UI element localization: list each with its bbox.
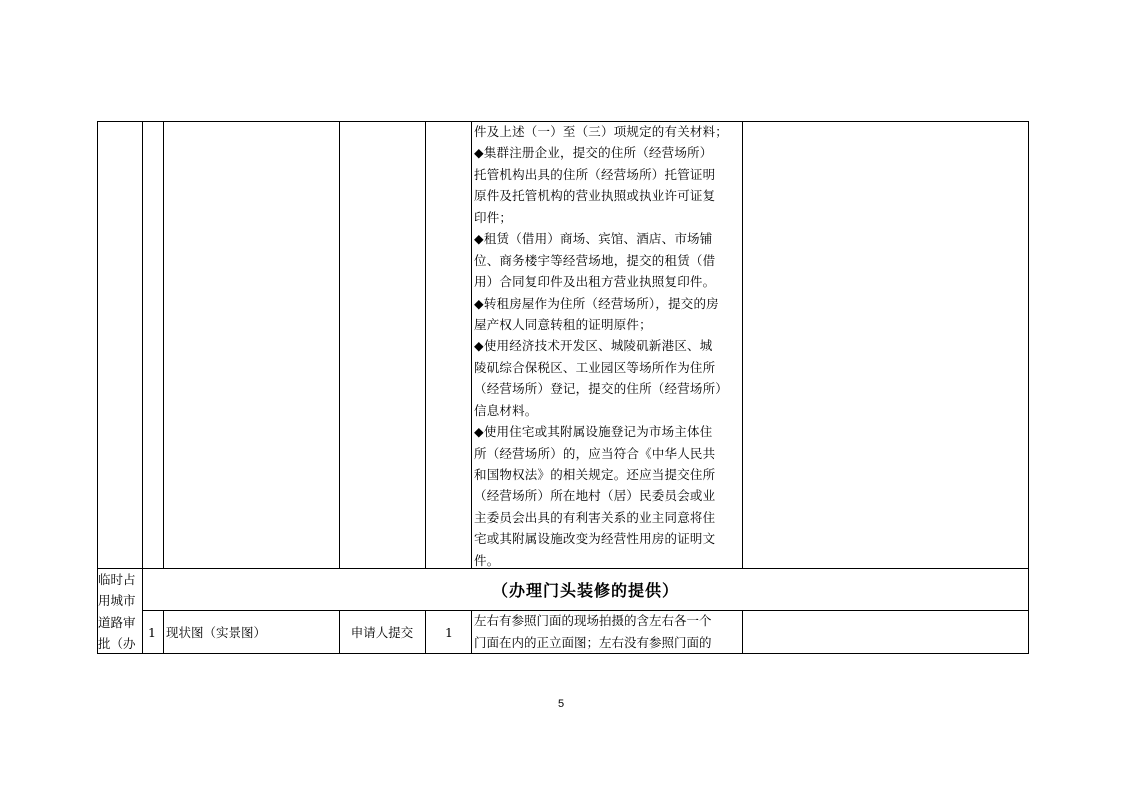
requirement-line: 件及上述（一）至（三）项规定的有关材料； xyxy=(474,124,729,139)
item-name-line: 临时占 xyxy=(98,572,136,587)
requirement-line: 主委员会出具的有利害关系的业主同意将住 xyxy=(474,509,716,525)
requirement-line: 印件； xyxy=(474,209,513,225)
row-number: 1 xyxy=(148,624,156,640)
requirement-line: 门面在内的正立面图；左右没有参照门面的 xyxy=(474,634,712,650)
column-divider xyxy=(163,610,164,654)
material-quantity: 1 xyxy=(445,624,453,640)
requirement-line: 左右有参照门面的现场拍摄的含左右各一个 xyxy=(474,613,712,628)
requirement-line: ◆使用住宅或其附属设施登记为市场主体住 xyxy=(474,424,713,440)
column-divider xyxy=(339,121,340,569)
requirement-line: 宅或其附属设施改变为经营性用房的证明文 xyxy=(474,531,716,547)
material-source: 申请人提交 xyxy=(350,625,414,640)
requirement-line: 和国物权法》的相关规定。还应当提交住所 xyxy=(474,467,716,482)
item-name xyxy=(98,569,142,654)
item-name-line: 道路审 xyxy=(98,614,136,630)
requirement-line: 用）合同复印件及出租方营业执照复印件。 xyxy=(474,274,716,290)
item-name-line: 用城市 xyxy=(98,593,136,609)
material-requirements xyxy=(474,610,742,653)
requirement-line: （经营场所）登记，提交的住所（经营场所） xyxy=(474,381,729,397)
column-divider xyxy=(163,121,164,569)
requirement-line: 原件及托管机构的营业执照或执业许可证复 xyxy=(474,188,716,204)
requirement-line: ◆集群注册企业，提交的住所（经营场所） xyxy=(474,145,713,161)
page-number: 5 xyxy=(557,698,565,710)
material-name: 现状图（实景图） xyxy=(166,625,267,640)
requirement-line: ◆租赁（借用）商场、宾馆、酒店、市场铺 xyxy=(474,231,713,247)
requirement-line: 件。 xyxy=(474,552,500,568)
column-divider xyxy=(742,121,743,569)
requirement-line: 位、商务楼宇等经营场地，提交的租赁（借 xyxy=(474,252,716,268)
requirement-line: 陵矶综合保税区、工业园区等场所作为住所 xyxy=(474,359,716,375)
section-heading: （办理门头装修的提供） xyxy=(491,581,679,600)
requirement-line: 信息材料。 xyxy=(474,402,538,418)
requirement-line: ◆使用经济技术开发区、城陵矶新港区、城 xyxy=(474,338,713,354)
column-divider xyxy=(471,121,472,569)
requirement-line: 托管机构出具的住所（经营场所）托管证明 xyxy=(474,166,716,182)
requirement-line: 屋产权人同意转租的证明原件； xyxy=(474,316,652,332)
requirement-line: （经营场所）所在地村（居）民委员会或业 xyxy=(474,488,716,504)
column-divider xyxy=(742,610,743,654)
column-divider xyxy=(425,121,426,569)
item-name-line: 批（办 xyxy=(98,635,136,651)
requirement-line: ◆转租房屋作为住所（经营场所），提交的房 xyxy=(474,295,719,311)
requirement-line: 所（经营场所）的，应当符合《中华人民共 xyxy=(474,445,716,461)
requirements-continued xyxy=(474,121,742,571)
